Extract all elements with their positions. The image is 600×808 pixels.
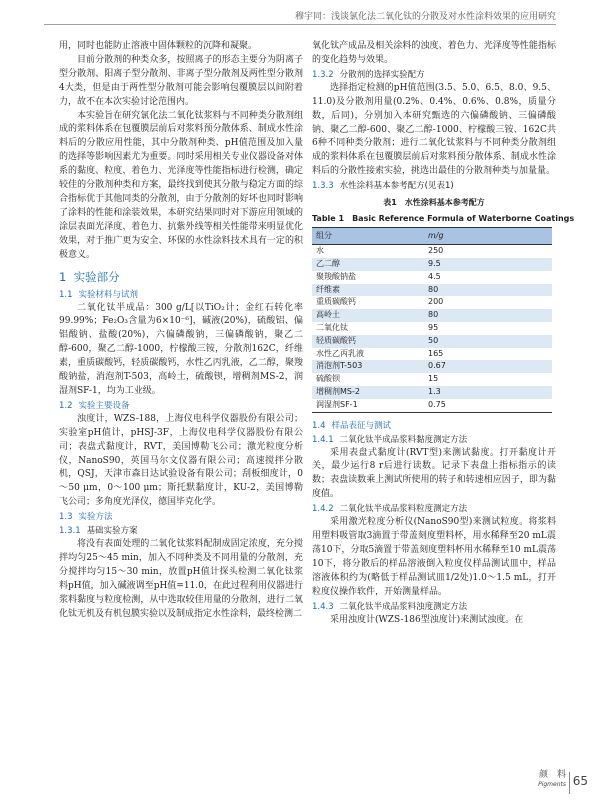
page-number: 65	[572, 774, 588, 788]
table-cell-mass: 0.75	[424, 399, 552, 412]
subsubsection-heading	[312, 502, 556, 516]
paragraph: 目前分散剂的种类众多，按照离子的形态主要分为阴离子型分散剂、阳离子型分散剂、非离子型分散剂及两性型分散剂4大类，但是由于两性型分散剂可能会影响包覆膜层以间附着力，故不在本次实验讨论范围内。	[59, 54, 303, 107]
subsubsection-heading	[312, 600, 556, 614]
subsubsection-heading	[59, 524, 303, 538]
paragraph: 浊度计，WZS-188，上海仪电科学仪器股份有限公司；实验室pH值计，pHSJ-3F，上海仪电科学仪器股份有限公司；表盘式黏度计，RVT，美国博勒飞公司；激光粒度分析仪，NanoS90，英国马尔文仪器有限公司；高速搅拌分散机，QSJ，天津市森日达试验设备有限公司；刮板细度计，0～50 μm，0～100 μm；斯托默黏度计，KU-2，美国博勒飞公司；多角度光泽仪，德国毕克化学。	[59, 413, 303, 508]
table-row	[312, 271, 552, 284]
table-cell-mass: 95	[428, 322, 439, 332]
subsection-title: 实验方法	[78, 512, 113, 523]
running-header: 穆宇同：浅谈氯化法二氧化钛的分散及对水性涂料效果的应用研究	[294, 12, 556, 22]
paragraph: 采用表盘式黏度计(RVT型)来测试黏度。打开黏度计开关，最少运行8 r后进行读数。记录下表盘上指标指示的读数；表盘读数乘上测试所使用的转子和转速相应因子，即为黏度值。	[312, 447, 556, 500]
table-row	[312, 245, 552, 258]
table-cell-component: 轻质碳酸钙	[312, 335, 424, 348]
formula-table	[312, 227, 552, 412]
subsubsection-number: 1.3.2	[312, 69, 334, 80]
table-row	[312, 284, 552, 297]
subsection-number: 1.2	[59, 400, 73, 411]
subsection-number: 1.1	[59, 289, 73, 300]
header-rule	[44, 24, 556, 25]
table-cell-component: 纤维素	[312, 284, 424, 297]
subsection-title: 实验主要设备	[78, 400, 130, 411]
table-cell-mass: 4.5	[428, 271, 441, 281]
subsection-title: 样品表征与测试	[331, 420, 392, 431]
subsection-heading	[59, 399, 303, 413]
table-cell-component: 水	[316, 246, 324, 256]
right-column	[312, 40, 575, 627]
table-cell-mass: 15	[428, 374, 439, 384]
table-cell-component: 硫酸钡	[316, 374, 340, 384]
table-cell-component: 重质碳酸钙	[316, 297, 356, 307]
subsubsection-number: 1.3.1	[59, 526, 81, 537]
subsubsection-heading	[312, 433, 556, 447]
table-row	[312, 322, 552, 335]
paragraph: 二氧化钛半成品：300 g/L[以TiO₂计；金红石转化率99.99%；Fe₂O₃含量为6×10⁻⁶]，碱液(20%)，硫酸铝、偏铝酸钠、盐酸(20%)，六偏磷酸钠，三偏磷酸钠，聚乙二醇-600，聚乙二醇-1000，柠檬酸三铵，分散剂162C，纤维素，重质碳酸钙，轻质碳酸钙，水性乙丙乳液，乙二醇，聚羧酸钠盐，消泡剂T-503，高岭土，硫酸钡，增稠剂MS-2，润湿剂SF-1，均为工业级。	[59, 302, 303, 396]
subsubsection-heading	[312, 68, 556, 82]
table-cell-component: 增稠剂MS-2	[312, 386, 424, 399]
subsubsection-title: 基础实验方案	[86, 526, 138, 537]
section-heading	[59, 269, 303, 285]
subsubsection-number: 1.4.3	[312, 601, 334, 612]
journal-mark	[538, 770, 566, 790]
table-row	[312, 373, 552, 386]
subsection-number: 1.3	[59, 512, 73, 523]
table-row	[312, 335, 552, 348]
journal-name-en: Pigments	[538, 781, 566, 788]
subsubsection-title: 二氧化钛半成品浆料浊度测定方法	[339, 601, 468, 612]
journal-name-cn: 颜 料	[538, 770, 566, 780]
table-row	[312, 258, 552, 271]
paragraph: 采用激光粒度分析仪(NanoS90型)来测试粒度。将浆料用塑料吸管取3滴置于带盖刻度塑料杯，用水稀释至20 mL震荡10下，分取5滴置于带盖刻度塑料杯用水稀释至10 mL震荡10下，将分散后的样品溶液倒入粒度仪样品测试皿中，样品溶液体积约为(略低于样品测试皿1/2处)1.0～1.5 mL，打开粒度仪操作软件，开始测量样品。	[312, 517, 557, 597]
table-cell-mass: 50	[424, 335, 552, 348]
table-cell-component: 高岭土	[312, 309, 424, 322]
table-header-mass: m/g	[424, 228, 552, 245]
table-cell-mass: 80	[424, 284, 552, 297]
table-cell-component: 水性乙丙乳液	[316, 348, 364, 358]
paragraph: 用，同时也能防止溶液中固体颗粒的沉降和凝聚。	[59, 41, 258, 51]
table-cell-mass: 200	[428, 297, 444, 307]
subsubsection-number: 1.4.1	[312, 434, 334, 445]
table-row	[312, 386, 552, 399]
paragraph: 采用浊度计(WZS-186型浊度计)来测试浊度。在	[330, 614, 524, 625]
table-cell-component: 二氧化钛	[316, 322, 348, 332]
paragraph: 选择指定检测的pH值范围(3.5、5.0、6.5、8.0、9.5、11.0)及分散剂用量(0.2%、0.4%、0.6%、0.8%，质量分数，后同)，分别加入本研究甄选的六偏磷酸钠、三偏磷酸钠、聚乙二醇-600、聚乙二醇-1000、柠檬酸三铵、162C共6种不同种类分散剂；进行二氧化钛浆料与不同种类分散剂组成的浆料体系在包覆膜层前后对浆料预分散体系、制成水性涂料后的分散性接索实验，挑选出最佳的分散剂种类与加量量。	[312, 82, 556, 177]
subsection-heading	[312, 419, 556, 433]
subsubsection-title: 二氧化钛半成品浆料粒度测定方法	[339, 504, 468, 515]
table-cell-component: 乙二醇	[312, 258, 424, 271]
table-cell-mass: 1.3	[424, 386, 552, 399]
table-row	[312, 360, 552, 373]
subsection-number: 1.4	[312, 420, 326, 431]
table-cell-component: 消泡剂T-503	[312, 360, 424, 373]
paragraph: 将没有表面处理的二氧化钛浆料配制成固定浓度，充分搅拌均匀25～45 min，加入不同种类及不同用量的分散剂，充分搅拌均匀15～30 min，放置pH值计探头检测二氧化钛浆料pH值，加入碱液调至pH值=11.0，在此过程利用仪器进行浆料黏度与粒度检测，从中选取较佳用量的分散剂，进行二氧化钛无机及有机包膜实验以及制成指定水性涂料，最终检测二	[59, 539, 303, 619]
section-title: 实验部分	[73, 269, 120, 284]
table-row	[312, 296, 552, 309]
left-column	[59, 40, 303, 622]
paragraph: 本实验旨在研究氯化法二氧化钛浆料与不同种类分散剂组成的浆料体系在包覆膜层前后对浆料预分散体系、制成水性涂料后的分散应用性能，其中分散剂种类、pH值范围及加入量的选择等影响因素尤为重要。同时采用相关专业仪器设备对体系的黏度、粒度、着色力、光泽度等性能指标进行检测，确定较佳的分散剂种类和方案，最终找到使其分散与稳定方面的综合指标优于其他同类的分散剂，由于分散剂的好坏也同时影响了涂料的性能和涂装效果，本研究结果同时对下游应用领域的涂层表面光泽度、着色力、抗紫外线等相关性能带来明显优化效果，对于推广更为安全、环保的水性涂料技术具有一定的积极意义。	[59, 110, 303, 260]
table-cell-mass: 165	[428, 348, 444, 358]
subsubsection-number: 1.4.2	[312, 504, 334, 515]
subsection-heading	[59, 288, 303, 302]
table-row	[312, 309, 552, 322]
paragraph: 氧化钛产成品及相关涂料的浊度、着色力、光泽度等性能指标的变化趋势与效果。	[312, 41, 556, 65]
subsubsection-heading	[312, 179, 556, 193]
table-cell-mass: 0.67	[424, 360, 552, 373]
table-row	[312, 399, 552, 412]
footer-divider	[569, 772, 570, 794]
subsubsection-number: 1.3.3	[312, 181, 334, 192]
section-number: 1	[59, 269, 67, 284]
table-caption-en: Table 1 Basic Reference Formula of Waterborne Coatings	[312, 214, 575, 224]
table-cell-mass: 80	[424, 309, 552, 322]
subsection-heading	[59, 510, 303, 524]
table-row	[312, 348, 552, 361]
subsubsection-title: 二氧化钛半成品浆料黏度测定方法	[339, 434, 468, 445]
table-header-component: 组分	[312, 228, 424, 245]
subsubsection-title: 分散剂的选择实验配方	[339, 69, 425, 80]
subsection-title: 实验材料与试剂	[78, 289, 139, 300]
table-header-row	[312, 228, 552, 245]
table-caption-cn: 表1 水性涂料基本参考配方	[383, 198, 485, 208]
table-cell-component: 聚羧酸钠盐	[316, 271, 356, 281]
table-cell-mass: 9.5	[424, 258, 552, 271]
table-cell-component: 润湿剂SF-1	[312, 399, 424, 412]
table-cell-mass: 250	[428, 246, 444, 256]
subsubsection-title: 水性涂料基本参考配方(见表1)	[339, 181, 454, 192]
